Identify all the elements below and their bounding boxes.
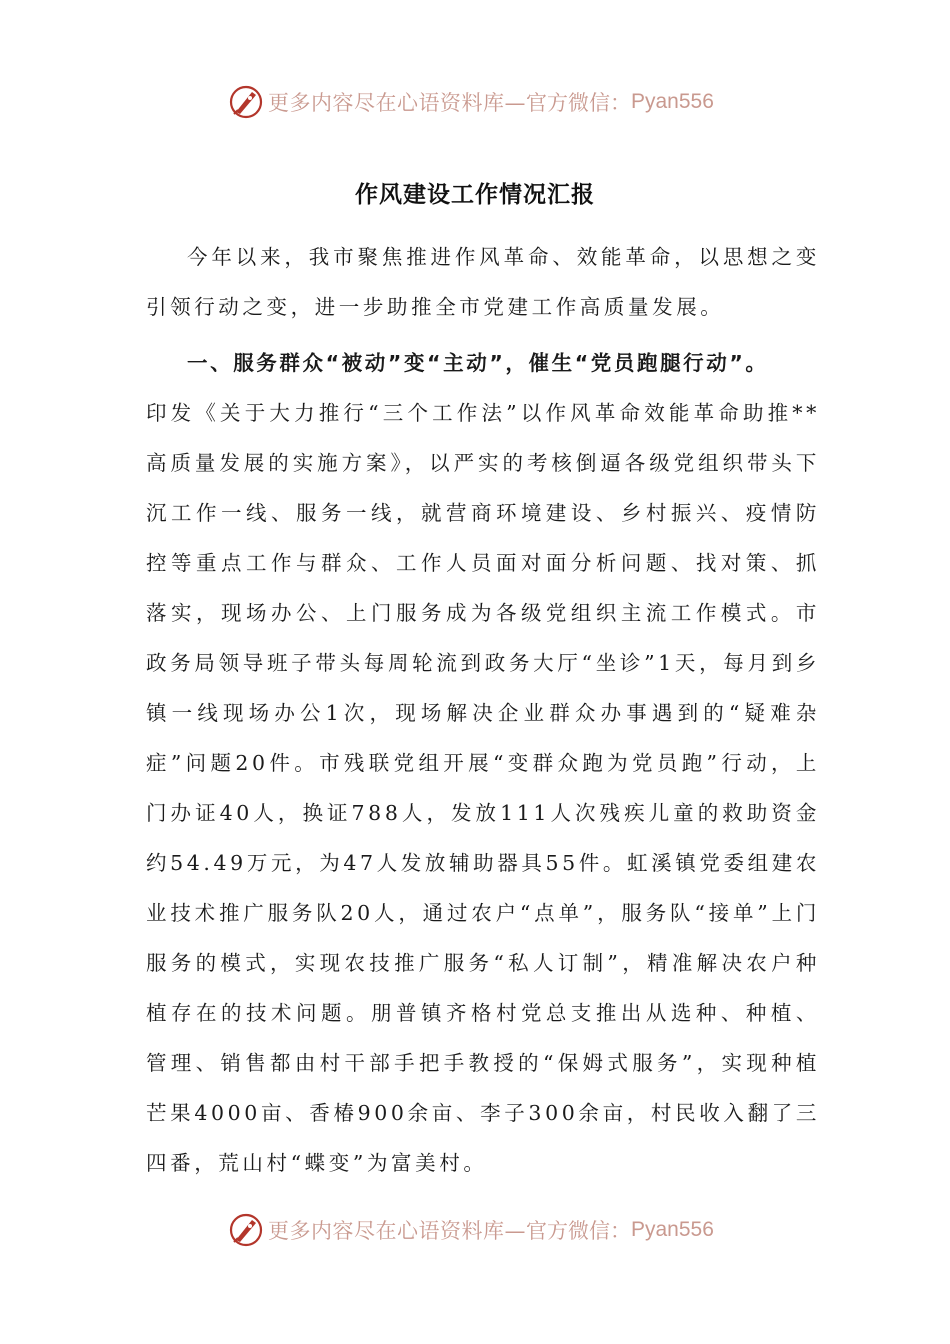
section-1-heading: 一、服务群众“被动”变“主动”，催生“党员跑腿行动”。	[187, 351, 769, 375]
quill-logo-icon	[228, 84, 264, 120]
banner-wechat-id: Pyan556	[631, 90, 714, 113]
section-1-paragraph: 印发《关于大力推行“三个工作法”以作风革命效能革命助推**高质量发展的实施方案》，以严实的考核倒逼各级党组织带头下沉工作一线、服务一线，就营商环境建设、乡村振兴、疫情防控等重点工作与群众、工作人员面对面分析问题、找对策、抓落实，现场办公、上门服务成为各级党组织主流工作模式。市政务局领导班子带头每周轮流到政务大厅“坐诊”1天，每月到乡镇一线现场办公1次，现场解决企业群众办事遇到的“疑难杂症”问题20件。市残联党组开展“变群众跑为党员跑”行动，上门办证40人，换证788人，发放111人次残疾儿童的救助资金约54.49万元，为47人发放辅助器具55件。虹溪镇党委组建农业技术推广服务队20人，通过农户“点单”，服务队“接单”上门服务的模式，实现农技推广服务“私人订制”，精准解决农户种植存在的技术问题。朋普镇齐格村党总支推出从选种、种植、管理、销售都由村干部手把手教授的“保姆式服务”，实现种植芒果4000亩、香椿900余亩、李子300余亩，村民收入翻了三四番，荒山村“蝶变”为富美村。	[146, 401, 820, 1175]
document-body	[146, 232, 820, 1188]
banner-text: 更多内容尽在心语资料库—	[268, 1219, 526, 1243]
banner-wechat-label: 官方微信：	[526, 91, 631, 115]
banner-wechat-label: 官方微信：	[526, 1219, 631, 1243]
quill-logo-icon	[228, 1212, 264, 1248]
document-title: 作风建设工作情况汇报	[355, 182, 595, 208]
banner-wechat-id: Pyan556	[631, 1218, 714, 1241]
banner-text: 更多内容尽在心语资料库—	[268, 91, 526, 115]
intro-paragraph: 今年以来，我市聚焦推进作风革命、效能革命，以思想之变引领行动之变，进一步助推全市党建工作高质量发展。	[146, 245, 820, 319]
header-banner	[228, 82, 714, 122]
footer-banner	[228, 1210, 714, 1250]
